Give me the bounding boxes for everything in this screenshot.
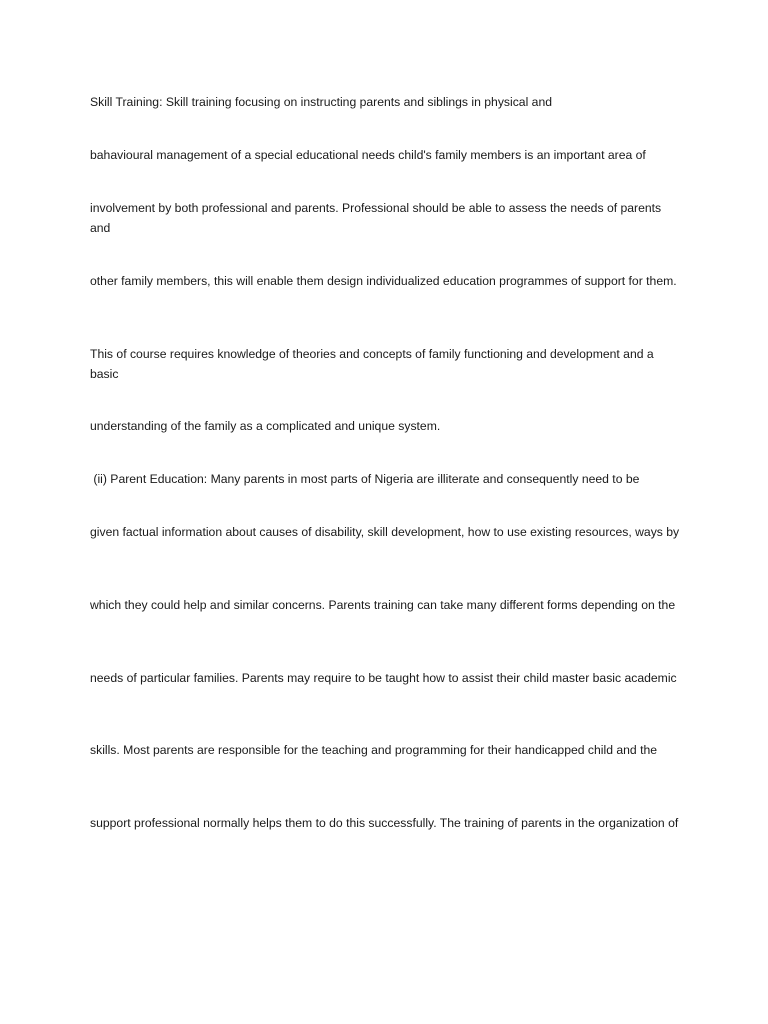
- paragraph: skills. Most parents are responsible for the teaching and programming for their handicapped child and the: [90, 743, 658, 757]
- paragraph: understanding of the family as a complicated and unique system.: [90, 419, 441, 433]
- paragraph: support professional normally helps them to do this successfully. The training of parents in the organization of: [90, 816, 679, 830]
- paragraph: which they could help and similar concerns. Parents training can take many different forms depending on the: [90, 598, 676, 612]
- paragraph: bahavioural management of a special educational needs child's family members is an important area of: [90, 148, 646, 162]
- paragraph: This of course requires knowledge of theories and concepts of family functioning and development and a basic: [90, 347, 654, 381]
- paragraph: needs of particular families. Parents may require to be taught how to assist their child master basic academic: [90, 671, 677, 685]
- paragraph: Skill Training: Skill training focusing on instructing parents and siblings in physical and: [90, 95, 553, 109]
- paragraph: involvement by both professional and parents. Professional should be able to assess the needs of parents and: [90, 201, 662, 235]
- paragraph: other family members, this will enable them design individualized education programmes of support for them.: [90, 274, 677, 288]
- paragraph: (ii) Parent Education: Many parents in most parts of Nigeria are illiterate and consequently need to be: [90, 472, 640, 486]
- paragraph: given factual information about causes of disability, skill development, how to use existing resources, ways by: [90, 525, 680, 539]
